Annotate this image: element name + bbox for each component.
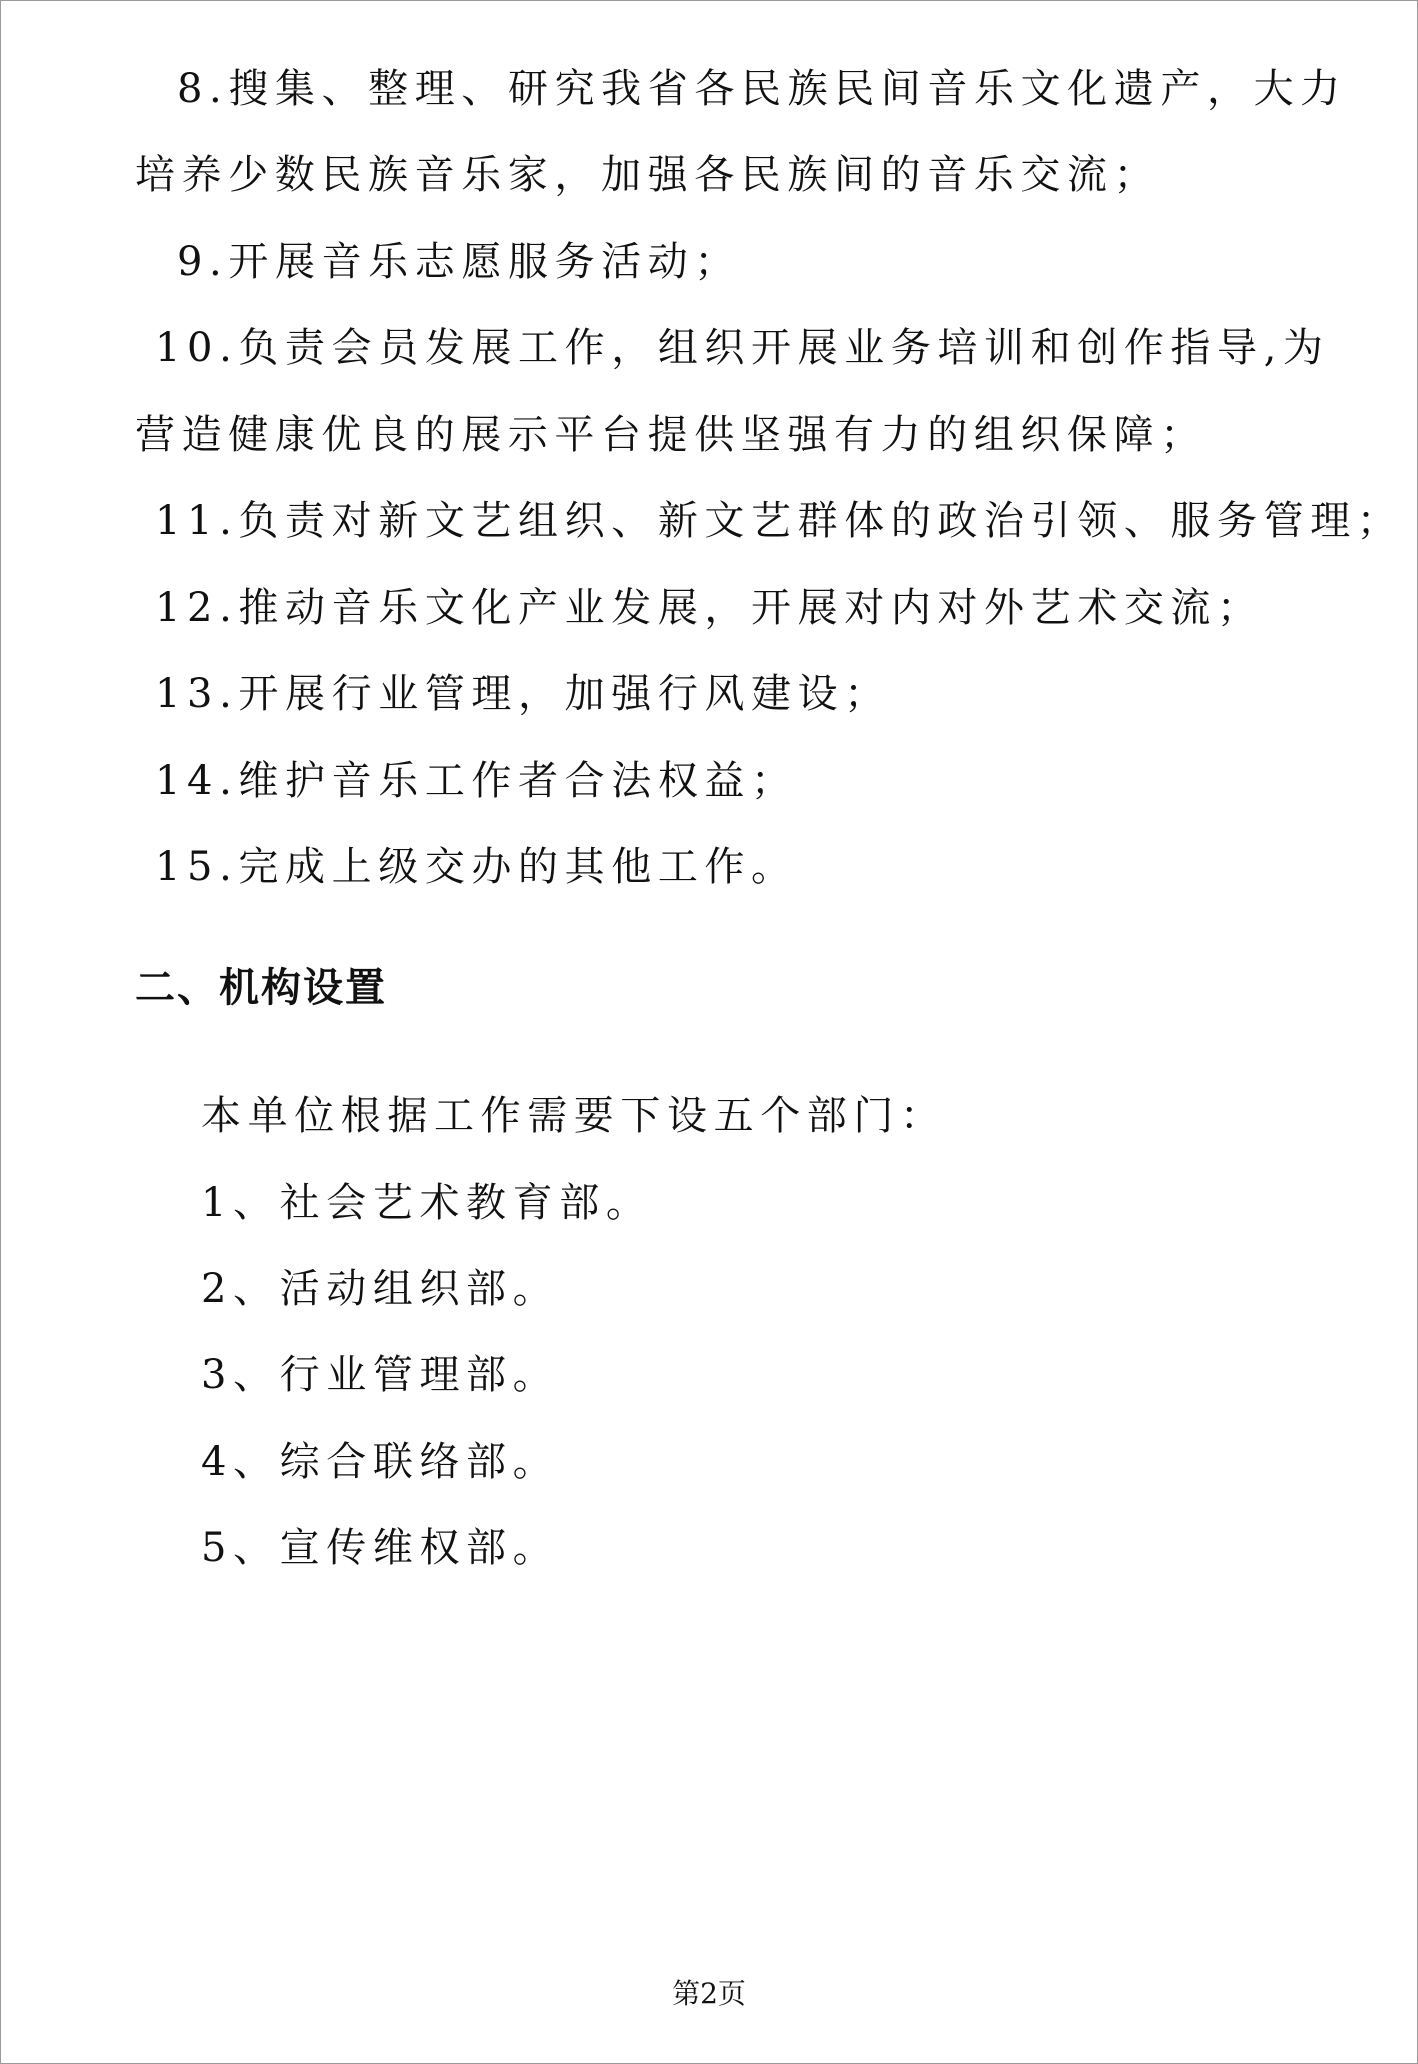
duty-item-10-line-2: 营造健康优良的展示平台提供坚强有力的组织保障；: [135, 412, 1207, 458]
duty-item-11: 11.负责对新文艺组织、新文艺群体的政治引领、服务管理；: [155, 498, 1404, 544]
department-item: 1、社会艺术教育部。: [201, 1180, 653, 1226]
duty-item-15: 15.完成上级交办的其他工作。: [155, 844, 798, 890]
department-item: 5、宣传维权部。: [201, 1525, 560, 1571]
duty-item-8-line-1: 8.搜集、整理、研究我省各民族民间音乐文化遗产，大力: [177, 66, 1347, 112]
duty-item-14: 14.维护音乐工作者合法权益；: [155, 758, 798, 804]
department-item: 3、行业管理部。: [201, 1352, 560, 1398]
organization-intro: 本单位根据工作需要下设五个部门：: [201, 1093, 947, 1139]
duty-item-8-line-2: 培养少数民族音乐家，加强各民族间的音乐交流；: [135, 152, 1161, 198]
section-heading-organization: 二、机构设置: [135, 965, 387, 1011]
duty-item-10-line-1: 10.负责会员发展工作，组织开展业务培训和创作指导,为: [155, 325, 1330, 371]
duty-item-13: 13.开展行业管理，加强行风建设；: [155, 671, 891, 717]
department-item: 2、活动组织部。: [201, 1266, 560, 1312]
department-item: 4、综合联络部。: [201, 1439, 560, 1485]
page-number: 第2页: [672, 1977, 746, 2010]
duty-item-12: 12.推动音乐文化产业发展，开展对内对外艺术交流；: [155, 585, 1264, 631]
duty-item-9: 9.开展音乐志愿服务活动；: [177, 239, 741, 285]
